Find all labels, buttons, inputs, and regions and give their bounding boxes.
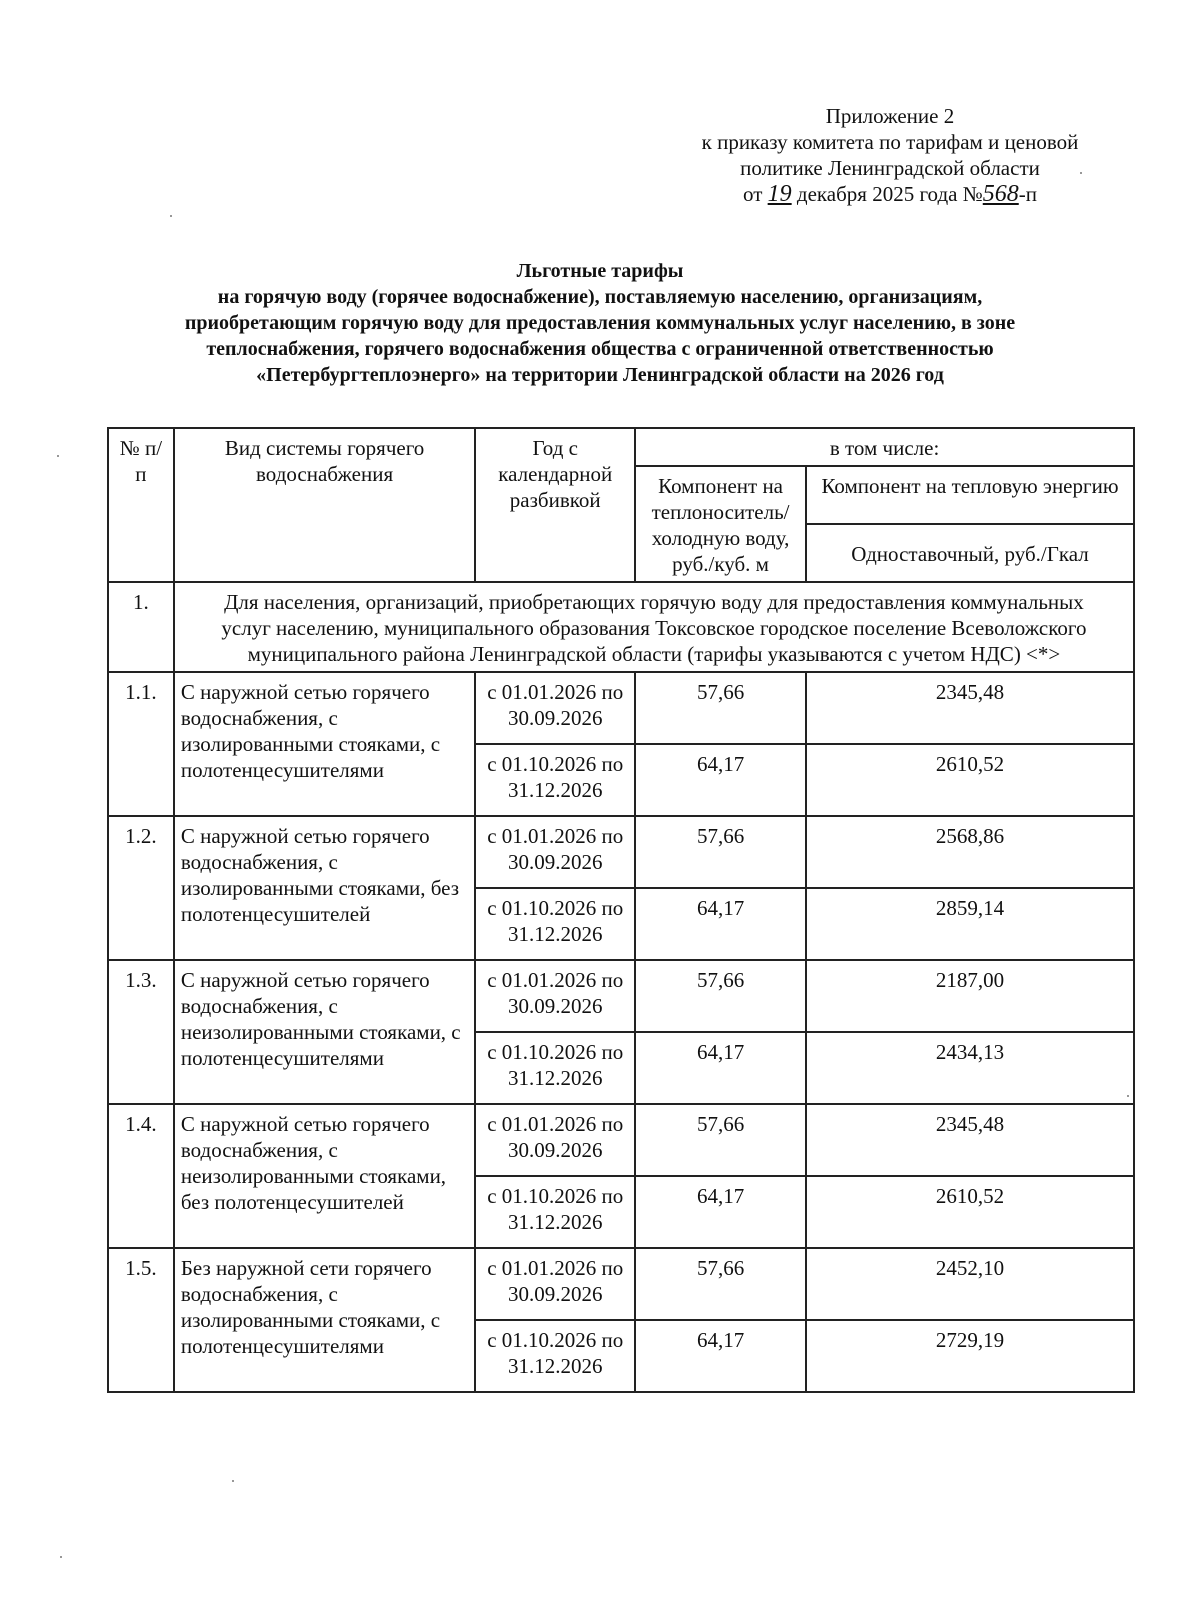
row-number: 1.2. xyxy=(108,816,174,960)
scan-speck xyxy=(170,215,172,217)
heat-tariff: 2452,10 xyxy=(806,1248,1134,1320)
title-line: теплоснабжения, горячего водоснабжения общества с ограниченной ответственностью xyxy=(206,338,994,360)
header-year: Год с календарной разбивкой xyxy=(475,428,635,582)
row-number: 1.1. xyxy=(108,672,174,816)
date-prefix: от xyxy=(743,182,763,206)
period-cell: с 01.01.2026 по 30.09.2026 xyxy=(475,816,635,888)
heat-tariff: 2859,14 xyxy=(806,888,1134,960)
system-type: С наружной сетью горячего водоснабжения, с неизолированными стояками, с полотенцесушителями xyxy=(174,960,475,1104)
coolant-tariff: 64,17 xyxy=(635,1032,806,1104)
date-middle: декабря 2025 года № xyxy=(796,182,983,206)
heat-tariff: 2345,48 xyxy=(806,1104,1134,1176)
scan-speck xyxy=(57,455,59,457)
header-row xyxy=(108,428,1134,466)
coolant-tariff: 64,17 xyxy=(635,1320,806,1392)
scan-speck xyxy=(232,1480,234,1482)
section-text: Для населения, организаций, приобретающих горячую воду для предоставления коммунальных услуг населению, муниципального образования Токсовское городское поселение Всеволожского муниципального района Ленинградской области (тарифы указываются с учетом НДС) <*> xyxy=(174,582,1134,672)
header-system: Вид системы горячего водоснабжения xyxy=(174,428,475,582)
heat-tariff: 2729,19 xyxy=(806,1320,1134,1392)
heat-tariff: 2610,52 xyxy=(806,1176,1134,1248)
section-num: 1. xyxy=(108,582,174,672)
period-cell: с 01.01.2026 по 30.09.2026 xyxy=(475,960,635,1032)
title-line: приобретающим горячую воду для предоставления коммунальных услуг населению, в зоне xyxy=(184,312,1016,334)
table-row xyxy=(108,672,1134,744)
annex-line: политике Ленинградской области xyxy=(740,156,1040,180)
system-type: С наружной сетью горячего водоснабжения, с изолированными стояками, без полотенцесушителей xyxy=(174,816,475,960)
heat-tariff: 2568,86 xyxy=(806,816,1134,888)
period-cell: с 01.10.2026 по 31.12.2026 xyxy=(475,888,635,960)
coolant-tariff: 57,66 xyxy=(635,960,806,1032)
header-single-rate: Одноставочный, руб./Гкал xyxy=(806,524,1134,582)
table-row xyxy=(108,816,1134,888)
period-cell: с 01.01.2026 по 30.09.2026 xyxy=(475,672,635,744)
annex-title: Приложение 2 xyxy=(825,104,955,128)
coolant-tariff: 64,17 xyxy=(635,888,806,960)
system-type: С наружной сетью горячего водоснабжения, с неизолированными стояками, без полотенцесушителей xyxy=(174,1104,475,1248)
title-line: «Петербургтеплоэнерго» на территории Ленинградской области на 2026 год xyxy=(256,364,944,386)
system-type: С наружной сетью горячего водоснабжения, с изолированными стояками, с полотенцесушителями xyxy=(174,672,475,816)
tariff-table xyxy=(107,427,1135,1393)
coolant-tariff: 57,66 xyxy=(635,816,806,888)
annex-line: к приказу комитета по тарифам и ценовой xyxy=(701,130,1079,154)
heat-tariff: 2434,13 xyxy=(806,1032,1134,1104)
period-cell: с 01.10.2026 по 31.12.2026 xyxy=(475,1032,635,1104)
table-row xyxy=(108,1248,1134,1320)
order-suffix: -п xyxy=(1018,182,1037,206)
period-cell: с 01.10.2026 по 31.12.2026 xyxy=(475,1176,635,1248)
scan-speck xyxy=(1127,1095,1129,1097)
handwritten-order-number: 568 xyxy=(982,181,1019,207)
heat-tariff: 2610,52 xyxy=(806,744,1134,816)
handwritten-day: 19 xyxy=(767,181,792,207)
coolant-tariff: 57,66 xyxy=(635,1104,806,1176)
annex-block xyxy=(640,103,1140,207)
period-cell: с 01.01.2026 по 30.09.2026 xyxy=(475,1104,635,1176)
document-title xyxy=(60,258,1140,388)
row-number: 1.3. xyxy=(108,960,174,1104)
row-number: 1.5. xyxy=(108,1248,174,1392)
header-num: № п/п xyxy=(108,428,174,582)
scan-speck xyxy=(60,1556,62,1558)
table-row xyxy=(108,1104,1134,1176)
row-number: 1.4. xyxy=(108,1104,174,1248)
coolant-tariff: 57,66 xyxy=(635,1248,806,1320)
header-including: в том числе: xyxy=(635,428,1134,466)
header-coolant: Компонент на теплоноситель/ холодную воду, руб./куб. м xyxy=(635,466,806,582)
period-cell: с 01.10.2026 по 31.12.2026 xyxy=(475,1320,635,1392)
table-row xyxy=(108,960,1134,1032)
period-cell: с 01.01.2026 по 30.09.2026 xyxy=(475,1248,635,1320)
heat-tariff: 2187,00 xyxy=(806,960,1134,1032)
title-line: на горячую воду (горячее водоснабжение), поставляемую населению, организациям, xyxy=(217,286,983,308)
coolant-tariff: 57,66 xyxy=(635,672,806,744)
coolant-tariff: 64,17 xyxy=(635,1176,806,1248)
scan-speck xyxy=(1080,172,1082,174)
section-row xyxy=(108,582,1134,672)
period-cell: с 01.10.2026 по 31.12.2026 xyxy=(475,744,635,816)
header-heat: Компонент на тепловую энергию xyxy=(806,466,1134,524)
heat-tariff: 2345,48 xyxy=(806,672,1134,744)
coolant-tariff: 64,17 xyxy=(635,744,806,816)
system-type: Без наружной сети горячего водоснабжения, с изолированными стояками, с полотенцесушителями xyxy=(174,1248,475,1392)
annex-date-line xyxy=(640,181,1140,207)
title-line: Льготные тарифы xyxy=(516,260,684,282)
